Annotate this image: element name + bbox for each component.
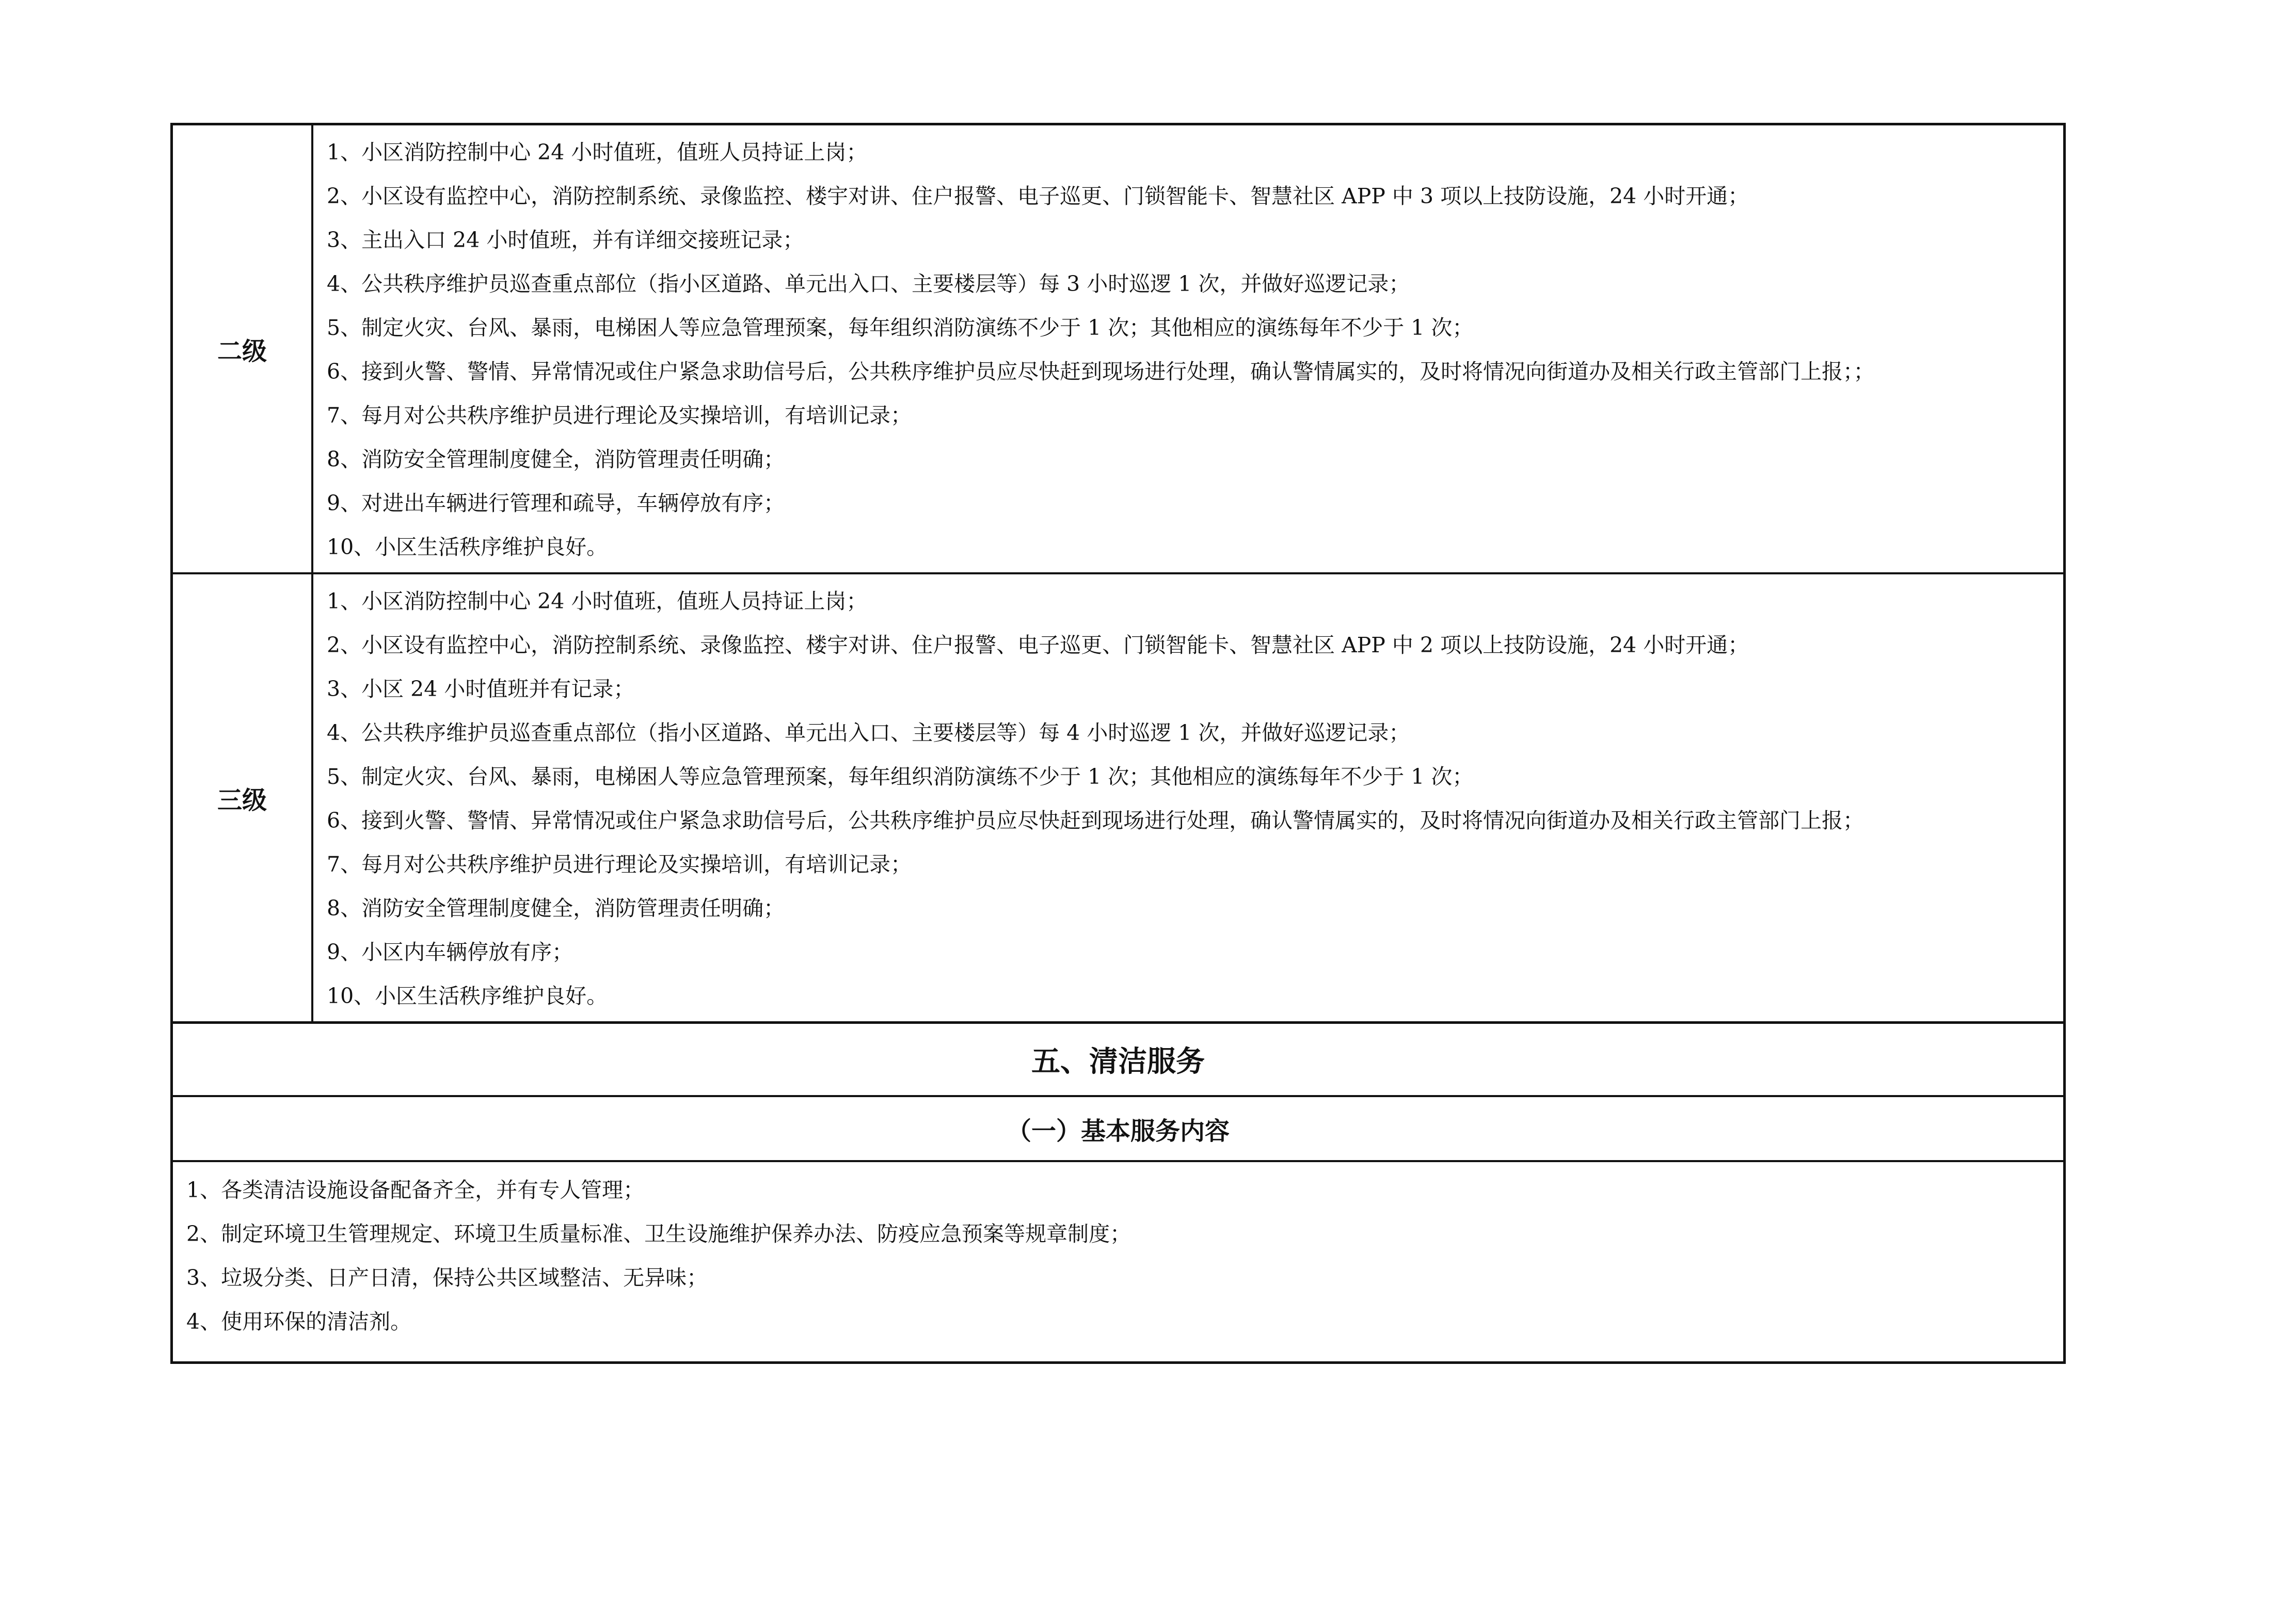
service-item: 4、使用环保的清洁剂。 xyxy=(186,1309,412,1334)
requirement-item: 2、小区设有监控中心，消防控制系统、录像监控、楼宇对讲、住户报警、电子巡更、门锁智能卡、智慧社区 APP 中 3 项以上技防设施，24 小时开通； xyxy=(327,184,1749,208)
requirement-item: 4、公共秩序维护员巡查重点部位（指小区道路、单元出入口、主要楼层等）每 4 小时巡逻 1 次，并做好巡逻记录； xyxy=(327,720,1410,745)
requirement-item: 10、小区生活秩序维护良好。 xyxy=(327,984,608,1008)
level-requirements xyxy=(313,125,2063,572)
requirement-item: 9、对进出车辆进行管理和疏导，车辆停放有序； xyxy=(327,491,785,516)
level-label: 三级 xyxy=(173,574,313,1021)
requirement-item: 3、主出入口 24 小时值班，并有详细交接班记录； xyxy=(327,228,804,252)
requirement-item: 8、消防安全管理制度健全，消防管理责任明确； xyxy=(327,896,785,921)
requirement-item: 6、接到火警、警情、异常情况或住户紧急求助信号后，公共秩序维护员应尽快赶到现场进行处理，确认警情属实的，及时将情况向街道办及相关行政主管部门上报； xyxy=(327,808,1864,833)
requirement-item: 2、小区设有监控中心，消防控制系统、录像监控、楼宇对讲、住户报警、电子巡更、门锁智能卡、智慧社区 APP 中 2 项以上技防设施，24 小时开通； xyxy=(327,633,1749,657)
service-item: 3、垃圾分类、日产日清，保持公共区域整洁、无异味； xyxy=(186,1265,708,1290)
requirement-item: 7、每月对公共秩序维护员进行理论及实操培训，有培训记录； xyxy=(327,852,912,877)
level-row-3 xyxy=(173,574,2063,1024)
requirement-item: 3、小区 24 小时值班并有记录； xyxy=(327,677,635,701)
level-requirements xyxy=(313,574,2063,1021)
requirement-item: 1、小区消防控制中心 24 小时值班，值班人员持证上岗； xyxy=(327,589,868,614)
standards-table xyxy=(170,123,2066,1364)
requirement-item: 6、接到火警、警情、异常情况或住户紧急求助信号后，公共秩序维护员应尽快赶到现场进行处理，确认警情属实的，及时将情况向街道办及相关行政主管部门上报；； xyxy=(327,359,1875,384)
requirement-item: 10、小区生活秩序维护良好。 xyxy=(327,535,608,559)
requirement-item: 7、每月对公共秩序维护员进行理论及实操培训，有培训记录； xyxy=(327,403,912,428)
requirement-item: 9、小区内车辆停放有序； xyxy=(327,940,573,964)
requirement-item: 1、小区消防控制中心 24 小时值班，值班人员持证上岗； xyxy=(327,140,868,165)
basic-service-list xyxy=(173,1162,2063,1361)
level-label: 二级 xyxy=(173,125,313,572)
service-item: 1、各类清洁设施设备配备齐全，并有专人管理； xyxy=(186,1178,645,1202)
section-title: 五、清洁服务 xyxy=(173,1024,2063,1097)
section-subtitle: （一）基本服务内容 xyxy=(173,1097,2063,1162)
level-row-2 xyxy=(173,125,2063,574)
service-item: 2、制定环境卫生管理规定、环境卫生质量标准、卫生设施维护保养办法、防疫应急预案等规章制度； xyxy=(186,1221,1131,1246)
requirement-item: 4、公共秩序维护员巡查重点部位（指小区道路、单元出入口、主要楼层等）每 3 小时巡逻 1 次，并做好巡逻记录； xyxy=(327,271,1410,296)
requirement-item: 8、消防安全管理制度健全，消防管理责任明确； xyxy=(327,447,785,472)
requirement-item: 5、制定火灾、台风、暴雨，电梯困人等应急管理预案，每年组织消防演练不少于 1 次；其他相应的演练每年不少于 1 次； xyxy=(327,764,1474,789)
requirement-item: 5、制定火灾、台风、暴雨，电梯困人等应急管理预案，每年组织消防演练不少于 1 次；其他相应的演练每年不少于 1 次； xyxy=(327,315,1474,340)
